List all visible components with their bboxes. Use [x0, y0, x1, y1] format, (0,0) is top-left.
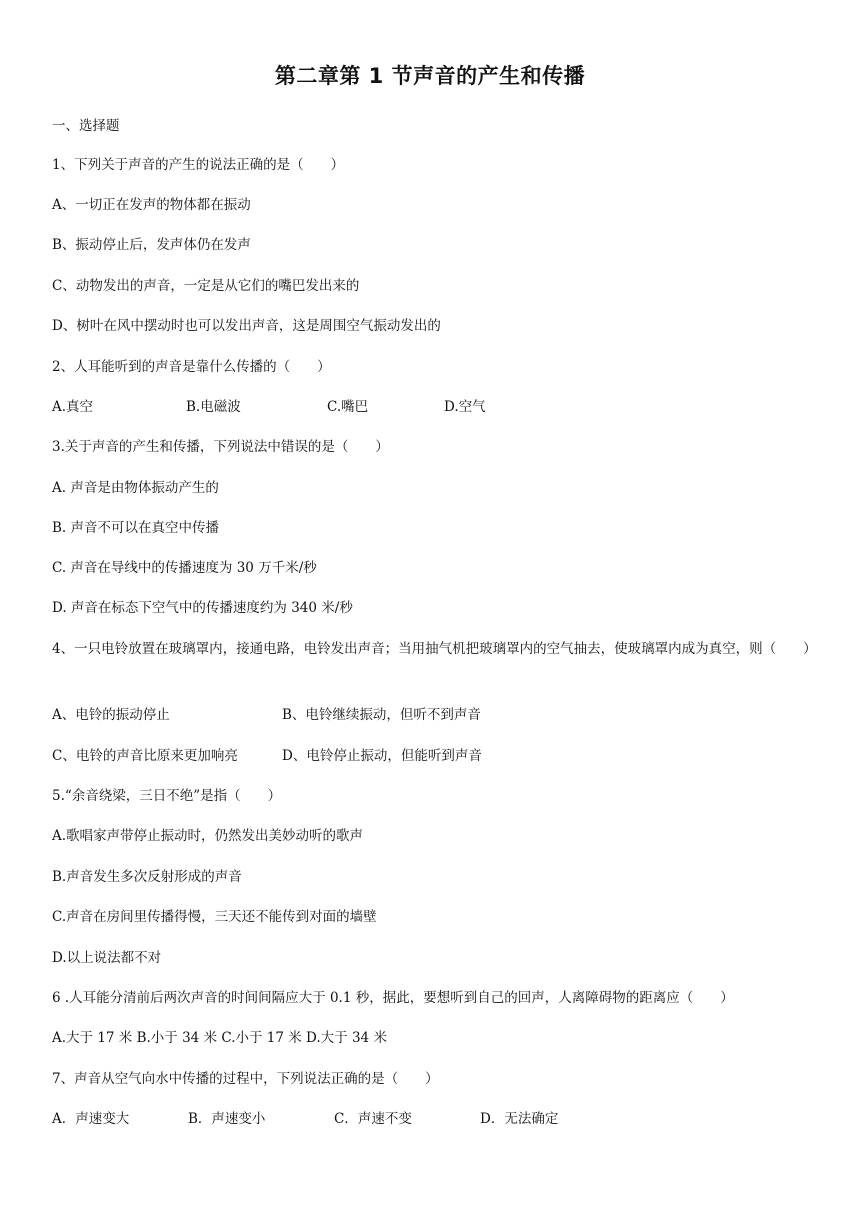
question-7-option-c: C．声速不变 [334, 1111, 412, 1127]
question-3-option-b: B. 声音不可以在真空中传播 [52, 520, 220, 536]
question-2-option-b: B.电磁波 [186, 399, 241, 415]
question-5-option-d: D.以上说法都不对 [52, 950, 162, 966]
question-7-stem: 7、声音从空气向水中传播的过程中，下列说法正确的是（ ） [52, 1071, 439, 1087]
question-1-stem: 1、下列关于声音的产生的说法正确的是（ ） [52, 157, 345, 173]
question-5-option-c: C.声音在房间里传播得慢，三天还不能传到对面的墙壁 [52, 909, 377, 925]
question-7-option-d: D．无法确定 [480, 1111, 559, 1127]
question-5-stem: 5.“余音绕梁，三日不绝”是指（ ） [52, 788, 282, 804]
question-1-option-b: B、振动停止后，发声体仍在发声 [52, 237, 251, 253]
question-2-options [52, 397, 812, 417]
question-1-option-d: D、树叶在风中摆动时也可以发出声音，这是周围空气振动发出的 [52, 318, 441, 334]
question-3-option-c: C. 声音在导线中的传播速度为 30 万千米/秒 [52, 560, 317, 576]
question-1-option-c: C、动物发出的声音，一定是从它们的嘴巴发出来的 [52, 278, 360, 294]
question-3-option-a: A. 声音是由物体振动产生的 [52, 480, 219, 496]
question-4-stem: 4、一只电铃放置在玻璃罩内，接通电路，电铃发出声音；当用抽气机把玻璃罩内的空气抽去，使玻璃罩内成为真空，则（ ） [52, 641, 817, 657]
question-6-options: A.大于 17 米 B.小于 34 米 C.小于 17 米 D.大于 34 米 [52, 1030, 387, 1046]
question-2-option-c: C.嘴巴 [327, 399, 369, 415]
question-4-options-row-2 [52, 746, 812, 766]
section-heading: 一、选择题 [52, 118, 120, 134]
question-2-option-a: A.真空 [52, 399, 94, 415]
question-7-options [52, 1109, 812, 1129]
question-2-option-d: D.空气 [444, 399, 486, 415]
question-4-option-a: A、电铃的振动停止 [52, 707, 170, 723]
page-title: 第二章第 1 节声音的产生和传播 [274, 64, 586, 88]
question-5-option-b: B.声音发生多次反射形成的声音 [52, 869, 242, 885]
question-3-option-d: D. 声音在标态下空气中的传播速度约为 340 米/秒 [52, 600, 353, 616]
question-4-option-d: D、电铃停止振动，但能听到声音 [282, 748, 482, 764]
question-5-option-a: A.歌唱家声带停止振动时，仍然发出美妙动听的歌声 [52, 828, 364, 844]
question-3-stem: 3.关于声音的产生和传播，下列说法中错误的是（ ） [52, 439, 389, 455]
question-2-stem: 2、人耳能听到的声音是靠什么传播的（ ） [52, 359, 331, 375]
question-6-stem: 6 .人耳能分清前后两次声音的时间间隔应大于 0.1 秒，据此，要想听到自己的回声，人离障碍物的距离应（ ） [52, 990, 734, 1006]
question-4-option-c: C、电铃的声音比原来更加响亮 [52, 748, 238, 764]
question-1-option-a: A、一切正在发声的物体都在振动 [52, 197, 251, 213]
question-4-options-row-1 [52, 705, 812, 725]
question-4-option-b: B、电铃继续振动，但听不到声音 [282, 707, 481, 723]
question-7-option-b: B．声速变小 [188, 1111, 266, 1127]
question-7-option-a: A．声速变大 [52, 1111, 130, 1127]
